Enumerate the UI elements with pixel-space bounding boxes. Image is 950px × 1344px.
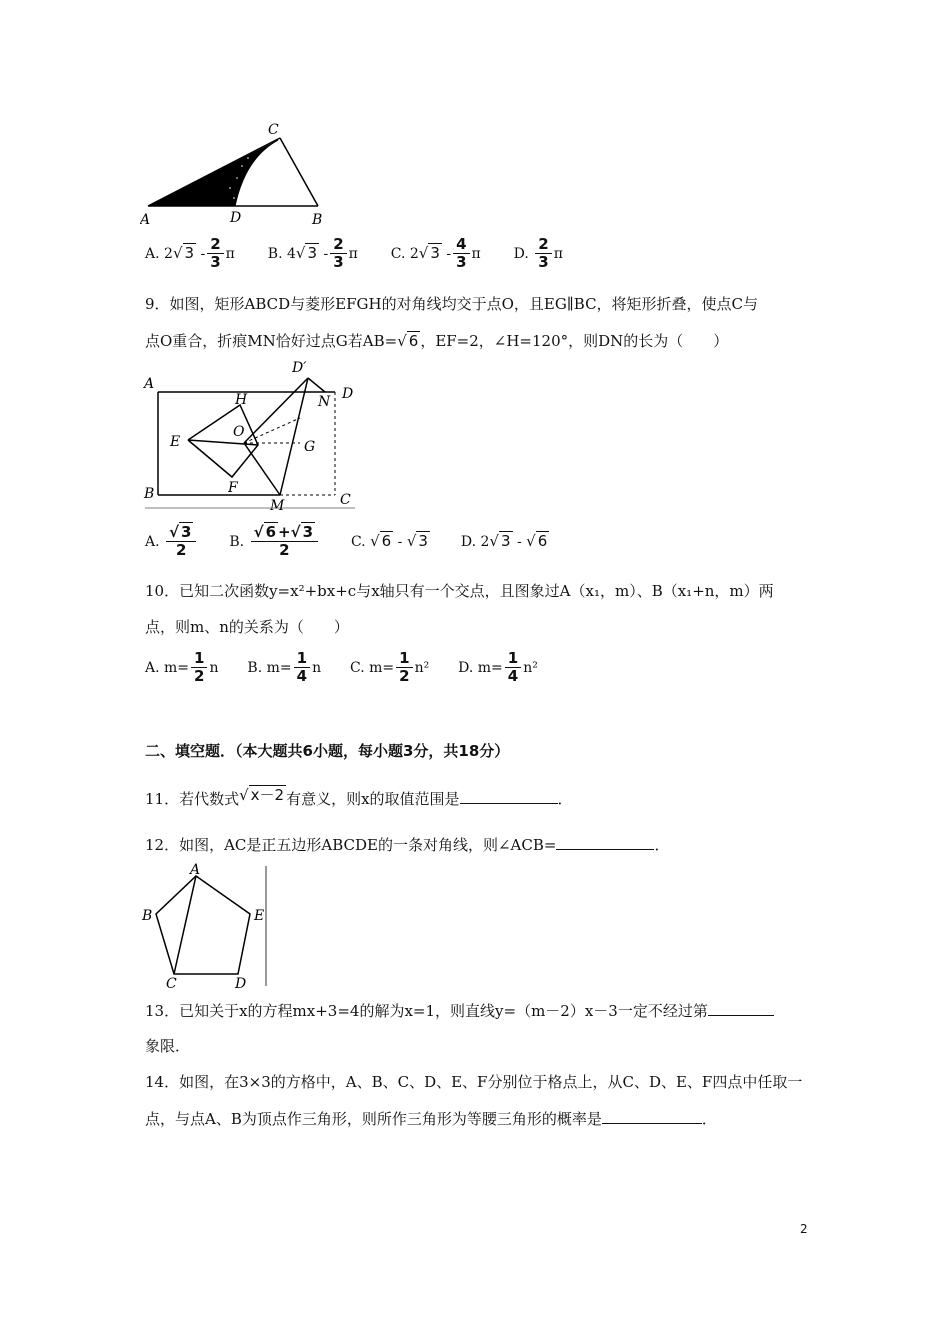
q9-label-g: G xyxy=(304,439,316,455)
q10-option-a[interactable]: A. m= $\frac{1}{2}$ n xyxy=(145,649,219,685)
q13-line1: 13．已知关于x的方程mx+3=4的解为x=1，则直线y=（m－2）x－3一定不经过第 xyxy=(145,999,774,1022)
page-number: 2 xyxy=(800,1222,808,1236)
section2-heading: 二、填空题．（本大题共6小题，每小题3分，共18分） xyxy=(145,742,510,760)
q8-option-b[interactable]: B. 4√ 3 - $\frac{2}{3}$ π xyxy=(267,235,358,271)
q13-answer-blank[interactable] xyxy=(708,999,774,1016)
q12: 12．如图，AC是正五边形ABCDE的一条对角线，则∠ACB= ． xyxy=(145,833,669,856)
q8-option-a[interactable]: A. 2√ 3 - $\frac{2}{3}$ π xyxy=(145,235,235,271)
q9-dashed-on xyxy=(244,418,300,443)
q9-label-n: N xyxy=(318,394,331,410)
q9-figure xyxy=(140,358,360,514)
q12-pentagon xyxy=(156,876,250,974)
q9-line-dn xyxy=(308,378,325,392)
q10-line1: 10．已知二次函数y=x²+bx+c与x轴只有一个交点，且图象过A（x₁，m）、B（x₁+n，m）两 xyxy=(145,582,774,600)
q14-line1: 14．如图，在3×3的方格中，A、B、C、D、E、F分别位于格点上，从C、D、E、F四点中任取一 xyxy=(145,1073,803,1091)
q12-diagonal-ac xyxy=(174,876,196,974)
q9-label-m: M xyxy=(270,498,285,514)
q11-radical: √ x－2 xyxy=(239,786,285,804)
q9-line-eg xyxy=(188,440,258,445)
q9-label-b: B xyxy=(144,486,155,502)
q9-label-d: D xyxy=(342,386,354,402)
q10-option-d[interactable]: D. m= $\frac{1}{4}$ n² xyxy=(458,649,538,685)
q8-options xyxy=(145,236,563,271)
q12-label-d: D xyxy=(235,976,247,990)
q14-answer-blank[interactable] xyxy=(602,1107,702,1124)
q9-option-c[interactable]: C. √ 6 - √ 3 xyxy=(350,531,428,550)
q12-label-a: A xyxy=(190,862,201,878)
q13-line2: 象限． xyxy=(145,1037,191,1055)
q9-line2: 点O重合，折痕MN恰好过点G若AB=√ 6 ，EF=2，∠H=120°，则DN的长为（ ） xyxy=(145,332,729,350)
q10-option-b[interactable]: B. m= $\frac{1}{4}$ n xyxy=(247,649,322,685)
q11: 11．若代数式√ x－2 有意义，则x的取值范围是 ． xyxy=(145,786,573,808)
q8-option-d[interactable]: D. $\frac{2}{3}$ π xyxy=(513,235,563,271)
q12-label-e: E xyxy=(254,908,265,924)
q14-line2: 点，与点A、B为顶点作三角形，则所作三角形为等腰三角形的概率是 ． xyxy=(145,1107,717,1130)
q10-line2: 点，则m、n的关系为（ ） xyxy=(145,618,349,636)
q8-option-c[interactable]: C. 2√ 3 - $\frac{4}{3}$ π xyxy=(390,235,481,271)
q9-options xyxy=(145,524,549,559)
q9-line-om xyxy=(244,443,280,495)
q9-label-h: H xyxy=(235,392,248,408)
q12-answer-blank[interactable] xyxy=(556,833,654,850)
q12-figure xyxy=(140,862,280,990)
q8-label-c: C xyxy=(268,122,279,138)
q12-label-c: C xyxy=(166,976,177,990)
q10-option-c[interactable]: C. m= $\frac{1}{2}$ n² xyxy=(350,649,430,685)
q11-answer-blank[interactable] xyxy=(460,787,558,804)
q9-label-o: O xyxy=(233,424,245,440)
q9-option-b[interactable]: B. $\frac{√ 6 +√ 3}{2}$ xyxy=(229,534,324,550)
q10-options xyxy=(145,650,538,685)
q9-label-c: C xyxy=(340,492,351,508)
q9-line-dprime-o xyxy=(244,378,308,443)
q8-label-d: D xyxy=(230,210,242,226)
q9-option-d[interactable]: D. 2√ 3 - √ 6 xyxy=(460,531,548,550)
q9-label-e: E xyxy=(170,434,181,450)
q9-label-a: A xyxy=(144,376,155,392)
q12-label-b: B xyxy=(142,908,153,924)
q8-label-b: B xyxy=(312,212,323,228)
q8-line-cb xyxy=(280,138,318,206)
q9-line1: 9．如图，矩形ABCD与菱形EFGH的对角线均交于点O，且EG∥BC，将矩形折叠，使点C与 xyxy=(145,295,759,313)
q9-option-a[interactable]: A. $\frac{√ 3}{2}$ xyxy=(145,534,203,550)
q9-label-dprime: D′ xyxy=(292,360,307,376)
q9-label-f: F xyxy=(228,480,238,496)
q8-figure xyxy=(140,118,340,228)
q9-fold-mn xyxy=(280,378,308,495)
q8-label-a: A xyxy=(140,212,151,228)
